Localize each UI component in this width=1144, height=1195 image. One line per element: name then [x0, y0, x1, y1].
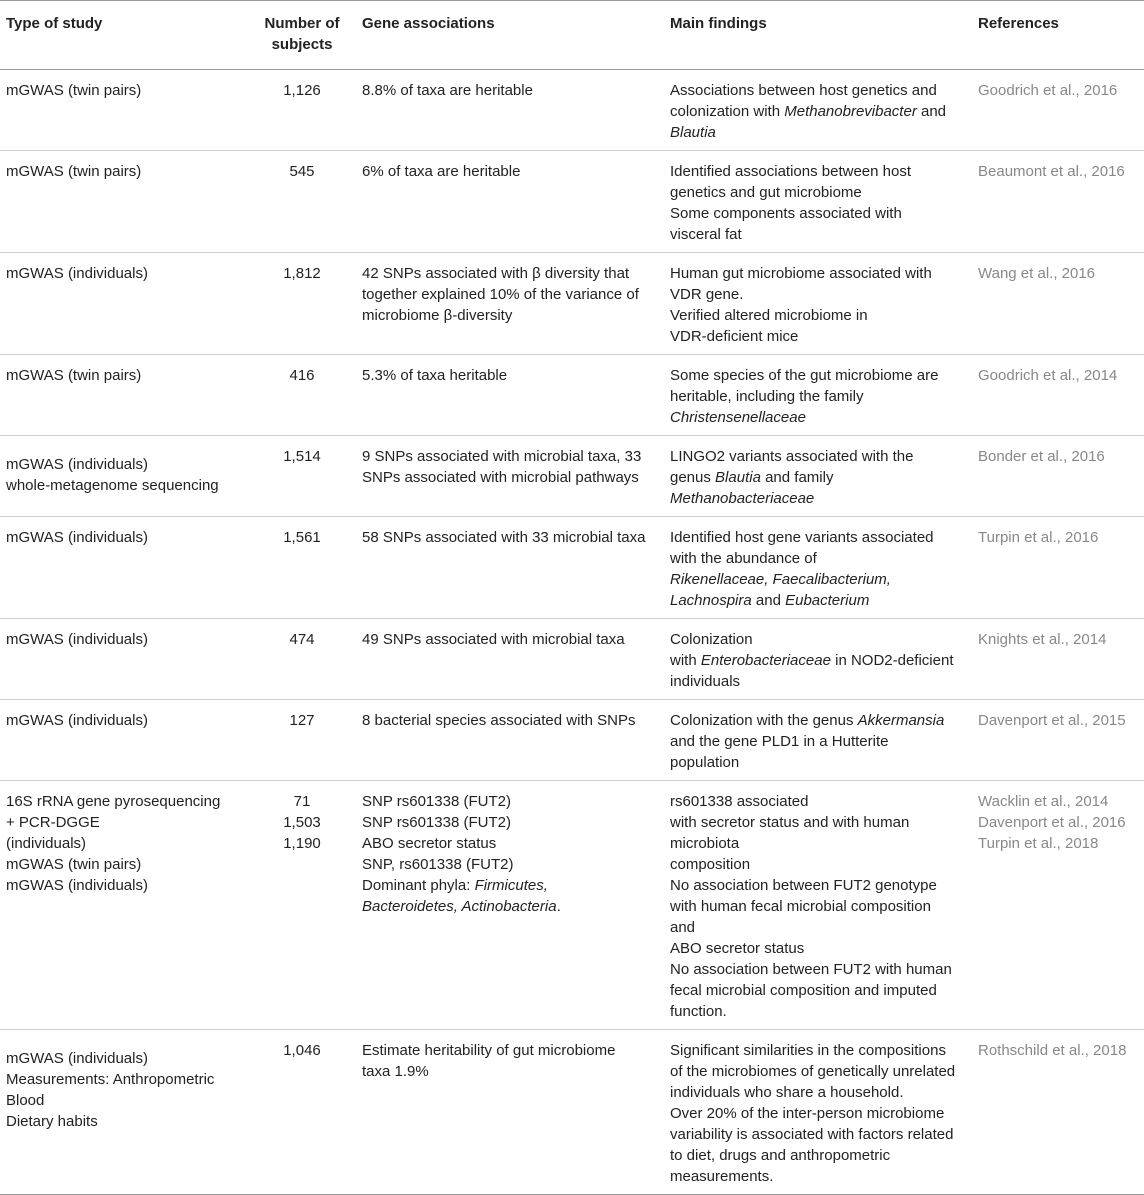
gene-association-line: 49 SNPs associated with microbial taxa [362, 631, 625, 648]
text-run: Over 20% of the inter-person microbiome [670, 1105, 945, 1122]
italic-text: Blautia [715, 469, 761, 486]
italic-text: Bacteroidetes, Actinobacteria [362, 898, 557, 915]
cell-number-of-subjects [248, 781, 356, 1030]
table-row [0, 151, 1144, 253]
finding-line [670, 263, 966, 284]
finding-line [670, 1061, 966, 1082]
cell-gene-associations [356, 253, 664, 355]
text-run: Colonization with the genus [670, 712, 858, 729]
finding-line [670, 407, 966, 428]
finding-line [670, 896, 966, 917]
text-run: ABO secretor status [670, 940, 805, 957]
gene-association-line: 8.8% of taxa are heritable [362, 82, 533, 99]
subjects-line: 545 [289, 163, 315, 180]
study-type-line: mGWAS (twin pairs) [6, 856, 142, 873]
study-type-line: 16S rRNA gene pyrosequencing [6, 793, 221, 810]
cell-type-of-study [0, 436, 248, 517]
gene-association-line [362, 854, 658, 875]
finding-line [670, 527, 966, 548]
text-run: SNP rs601338 (FUT2) [362, 793, 511, 810]
cell-type-of-study [0, 517, 248, 619]
cell-gene-associations [356, 1030, 664, 1195]
italic-text: Eubacterium [785, 592, 870, 609]
text-run: heritable, including the family [670, 388, 864, 405]
finding-line [670, 365, 966, 386]
gene-association-line: taxa 1.9% [362, 1063, 429, 1080]
header-type-of-study: Type of study [6, 15, 103, 32]
cell-gene-associations [356, 355, 664, 436]
header-references: References [978, 15, 1059, 32]
cell-main-findings [664, 619, 972, 700]
cell-main-findings [664, 355, 972, 436]
italic-text: Firmicutes, [474, 877, 548, 894]
cell-gene-associations [356, 619, 664, 700]
reference-line: Goodrich et al., 2014 [978, 367, 1118, 384]
header-gene-associations: Gene associations [362, 15, 495, 32]
subjects-line: 474 [289, 631, 315, 648]
text-run: No association between FUT2 with human [670, 961, 952, 978]
gene-association-line: 6% of taxa are heritable [362, 163, 521, 180]
text-run: SNP rs601338 (FUT2) [362, 814, 511, 831]
text-run: of the microbiomes of genetically unrelated [670, 1063, 956, 1080]
cell-main-findings [664, 151, 972, 253]
finding-line [670, 791, 966, 812]
text-run: population [670, 754, 740, 771]
finding-line [670, 326, 966, 347]
reference-line: Bonder et al., 2016 [978, 448, 1105, 465]
study-type-line: mGWAS (individuals) [6, 529, 148, 546]
cell-references [972, 151, 1144, 253]
text-run: rs601338 associated [670, 793, 809, 810]
text-run: . [556, 898, 561, 915]
reference-line: Beaumont et al., 2016 [978, 163, 1125, 180]
cell-main-findings [664, 1030, 972, 1195]
finding-line [670, 875, 966, 896]
study-type-line: mGWAS (individuals) [6, 631, 148, 648]
study-type-line: mGWAS (twin pairs) [6, 367, 142, 384]
cell-references [972, 253, 1144, 355]
italic-text: Rikenellaceae, Faecalibacterium, [670, 571, 891, 588]
gene-association-line: together explained 10% of the variance of [362, 286, 639, 303]
finding-line [670, 305, 966, 326]
finding-line [670, 548, 966, 569]
finding-line [670, 1124, 966, 1145]
cell-type-of-study [0, 253, 248, 355]
cell-number-of-subjects [248, 253, 356, 355]
finding-line [670, 161, 966, 182]
cell-number-of-subjects [248, 619, 356, 700]
text-run: colonization with [670, 103, 785, 120]
cell-number-of-subjects [248, 70, 356, 151]
finding-line [670, 80, 966, 101]
subjects-line: 1,812 [283, 265, 321, 282]
text-run: Identified associations between host [670, 163, 911, 180]
gene-association-line: SNPs associated with microbial pathways [362, 469, 639, 486]
study-type-line: mGWAS (twin pairs) [6, 82, 142, 99]
text-run: visceral fat [670, 226, 742, 243]
header-number-of-subjects-text: Number of subjects [264, 15, 344, 53]
text-run: and [670, 919, 696, 936]
cell-main-findings [664, 700, 972, 781]
finding-line [670, 959, 966, 980]
gene-association-line: microbiome β-diversity [362, 307, 513, 324]
text-run: and [751, 592, 786, 609]
italic-text: Methanobrevibacter [784, 103, 917, 120]
finding-line [670, 1145, 966, 1166]
table-body [0, 70, 1144, 1195]
cell-gene-associations [356, 781, 664, 1030]
reference-line: Rothschild et al., 2018 [978, 1042, 1127, 1059]
subjects-line: 71 [293, 793, 311, 810]
cell-type-of-study [0, 619, 248, 700]
text-run: with the abundance of [670, 550, 817, 567]
finding-line [670, 650, 966, 671]
italic-text: Akkermansia [857, 712, 945, 729]
cell-references [972, 700, 1144, 781]
finding-line [670, 1082, 966, 1103]
text-run: Some species of the gut microbiome are [670, 367, 939, 384]
finding-line [670, 752, 966, 773]
finding-line [670, 980, 966, 1001]
finding-line [670, 122, 966, 143]
text-run: microbiota [670, 835, 740, 852]
text-run: individuals who share a household. [670, 1084, 904, 1101]
finding-line [670, 224, 966, 245]
table-row [0, 781, 1144, 1030]
text-run: to diet, drugs and anthropometric [670, 1147, 891, 1164]
reference-line: Wang et al., 2016 [978, 265, 1096, 282]
text-run: Colonization [670, 631, 753, 648]
subjects-line: 416 [289, 367, 315, 384]
finding-line [670, 710, 966, 731]
cell-type-of-study [0, 70, 248, 151]
cell-type-of-study [0, 151, 248, 253]
text-run: VDR-deficient mice [670, 328, 799, 345]
text-run: Verified altered microbiome in [670, 307, 868, 324]
text-run: and [916, 103, 947, 120]
finding-line [670, 101, 966, 122]
cell-number-of-subjects [248, 355, 356, 436]
text-run: with [670, 652, 701, 669]
cell-gene-associations [356, 517, 664, 619]
study-type-line: (individuals) [6, 835, 87, 852]
finding-line [670, 1166, 966, 1187]
cell-references [972, 436, 1144, 517]
table-row [0, 1030, 1144, 1195]
cell-type-of-study [0, 781, 248, 1030]
cell-main-findings [664, 517, 972, 619]
reference-line: Davenport et al., 2015 [978, 712, 1126, 729]
text-run: variability is associated with factors related [670, 1126, 954, 1143]
study-type-line: mGWAS (individuals) [6, 712, 148, 729]
reference-line: Wacklin et al., 2014 [978, 793, 1109, 810]
finding-line [670, 1040, 966, 1061]
text-run: VDR gene. [670, 286, 744, 303]
table-row [0, 253, 1144, 355]
text-run: No association between FUT2 genotype [670, 877, 937, 894]
study-type-line: mGWAS (individuals) [6, 456, 148, 473]
table-row [0, 517, 1144, 619]
subjects-line: 1,046 [283, 1042, 321, 1059]
text-run: SNP, rs601338 (FUT2) [362, 856, 514, 873]
gene-association-line: 58 SNPs associated with 33 microbial taxa [362, 529, 646, 546]
study-type-line: mGWAS (twin pairs) [6, 163, 142, 180]
cell-main-findings [664, 436, 972, 517]
finding-line [670, 467, 966, 488]
reference-line: Knights et al., 2014 [978, 631, 1107, 648]
cell-main-findings [664, 781, 972, 1030]
gene-association-line [362, 896, 658, 917]
reference-line: Goodrich et al., 2016 [978, 82, 1118, 99]
cell-references [972, 781, 1144, 1030]
finding-line [670, 569, 966, 590]
finding-line [670, 284, 966, 305]
text-run: function. [670, 1003, 727, 1020]
finding-line [670, 446, 966, 467]
cell-gene-associations [356, 151, 664, 253]
table-row [0, 700, 1144, 781]
text-run: Human gut microbiome associated with [670, 265, 932, 282]
text-run: composition [670, 856, 751, 873]
study-type-line: mGWAS (individuals) [6, 265, 148, 282]
cell-number-of-subjects [248, 436, 356, 517]
subjects-line: 1,126 [283, 82, 321, 99]
text-run: with secretor status and with human [670, 814, 910, 831]
cell-main-findings [664, 253, 972, 355]
finding-line [670, 203, 966, 224]
table-row [0, 355, 1144, 436]
cell-references [972, 619, 1144, 700]
reference-line: Davenport et al., 2016 [978, 814, 1126, 831]
italic-text: Enterobacteriaceae [700, 652, 831, 669]
text-run: and family [760, 469, 834, 486]
finding-line [670, 917, 966, 938]
finding-line [670, 671, 966, 692]
cell-gene-associations [356, 436, 664, 517]
text-run: Identified host gene variants associated [670, 529, 934, 546]
text-run: in NOD2-deficient [830, 652, 954, 669]
gene-association-line [362, 791, 658, 812]
finding-line [670, 833, 966, 854]
header-main-findings: Main findings [670, 15, 767, 32]
finding-line [670, 1103, 966, 1124]
subjects-line: 1,503 [283, 814, 321, 831]
cell-gene-associations [356, 700, 664, 781]
subjects-line: 1,561 [283, 529, 321, 546]
gene-association-line [362, 833, 658, 854]
italic-text: Lachnospira [670, 592, 752, 609]
text-run: genetics and gut microbiome [670, 184, 862, 201]
finding-line [670, 629, 966, 650]
gene-association-line: Estimate heritability of gut microbiome [362, 1042, 616, 1059]
reference-line: Turpin et al., 2018 [978, 835, 1099, 852]
header-number-of-subjects [248, 1, 356, 70]
text-run: individuals [670, 673, 741, 690]
cell-number-of-subjects [248, 151, 356, 253]
gene-association-line: 9 SNPs associated with microbial taxa, 33 [362, 448, 642, 465]
text-run: with human fecal microbial composition [670, 898, 931, 915]
finding-line [670, 182, 966, 203]
header-row [0, 1, 1144, 70]
cell-type-of-study [0, 355, 248, 436]
subjects-line: 1,514 [283, 448, 321, 465]
text-run: Some components associated with [670, 205, 902, 222]
finding-line [670, 938, 966, 959]
finding-line [670, 854, 966, 875]
study-type-line: Dietary habits [6, 1113, 98, 1130]
text-run: and the gene PLD1 in a Hutterite [670, 733, 889, 750]
text-run: LINGO2 variants associated with the [670, 448, 914, 465]
finding-line [670, 488, 966, 509]
italic-text: Blautia [670, 124, 716, 141]
table-row [0, 619, 1144, 700]
cell-main-findings [664, 70, 972, 151]
gene-association-line: 8 bacterial species associated with SNPs [362, 712, 636, 729]
text-run: measurements. [670, 1168, 774, 1185]
cell-type-of-study [0, 1030, 248, 1195]
cell-number-of-subjects [248, 1030, 356, 1195]
cell-references [972, 355, 1144, 436]
study-type-line: mGWAS (individuals) [6, 877, 148, 894]
text-run: Dominant phyla: [362, 877, 475, 894]
finding-line [670, 590, 966, 611]
study-type-line: Blood [6, 1092, 45, 1109]
gene-association-line [362, 812, 658, 833]
text-run: Associations between host genetics and [670, 82, 937, 99]
subjects-line: 127 [289, 712, 315, 729]
study-type-line: whole-metagenome sequencing [6, 477, 219, 494]
finding-line [670, 812, 966, 833]
study-type-line: + PCR-DGGE [6, 814, 100, 831]
finding-line [670, 386, 966, 407]
gene-association-line: 42 SNPs associated with β diversity that [362, 265, 630, 282]
study-type-line: mGWAS (individuals) [6, 1050, 148, 1067]
finding-line [670, 731, 966, 752]
cell-type-of-study [0, 700, 248, 781]
cell-references [972, 1030, 1144, 1195]
study-type-line: Measurements: Anthropometric [6, 1071, 215, 1088]
finding-line [670, 1001, 966, 1022]
cell-gene-associations [356, 70, 664, 151]
reference-line: Turpin et al., 2016 [978, 529, 1099, 546]
cell-number-of-subjects [248, 517, 356, 619]
cell-references [972, 517, 1144, 619]
text-run: Significant similarities in the compositions [670, 1042, 946, 1059]
text-run: fecal microbial composition and imputed [670, 982, 937, 999]
table-header [0, 1, 1144, 70]
text-run: ABO secretor status [362, 835, 497, 852]
text-run: genus [670, 469, 716, 486]
italic-text: Methanobacteriaceae [670, 490, 815, 507]
table-row [0, 436, 1144, 517]
cell-number-of-subjects [248, 700, 356, 781]
subjects-line: 1,190 [283, 835, 321, 852]
table-row [0, 70, 1144, 151]
gene-association-line [362, 875, 658, 896]
italic-text: Christensenellaceae [670, 409, 806, 426]
gene-association-line: 5.3% of taxa heritable [362, 367, 508, 384]
cell-references [972, 70, 1144, 151]
